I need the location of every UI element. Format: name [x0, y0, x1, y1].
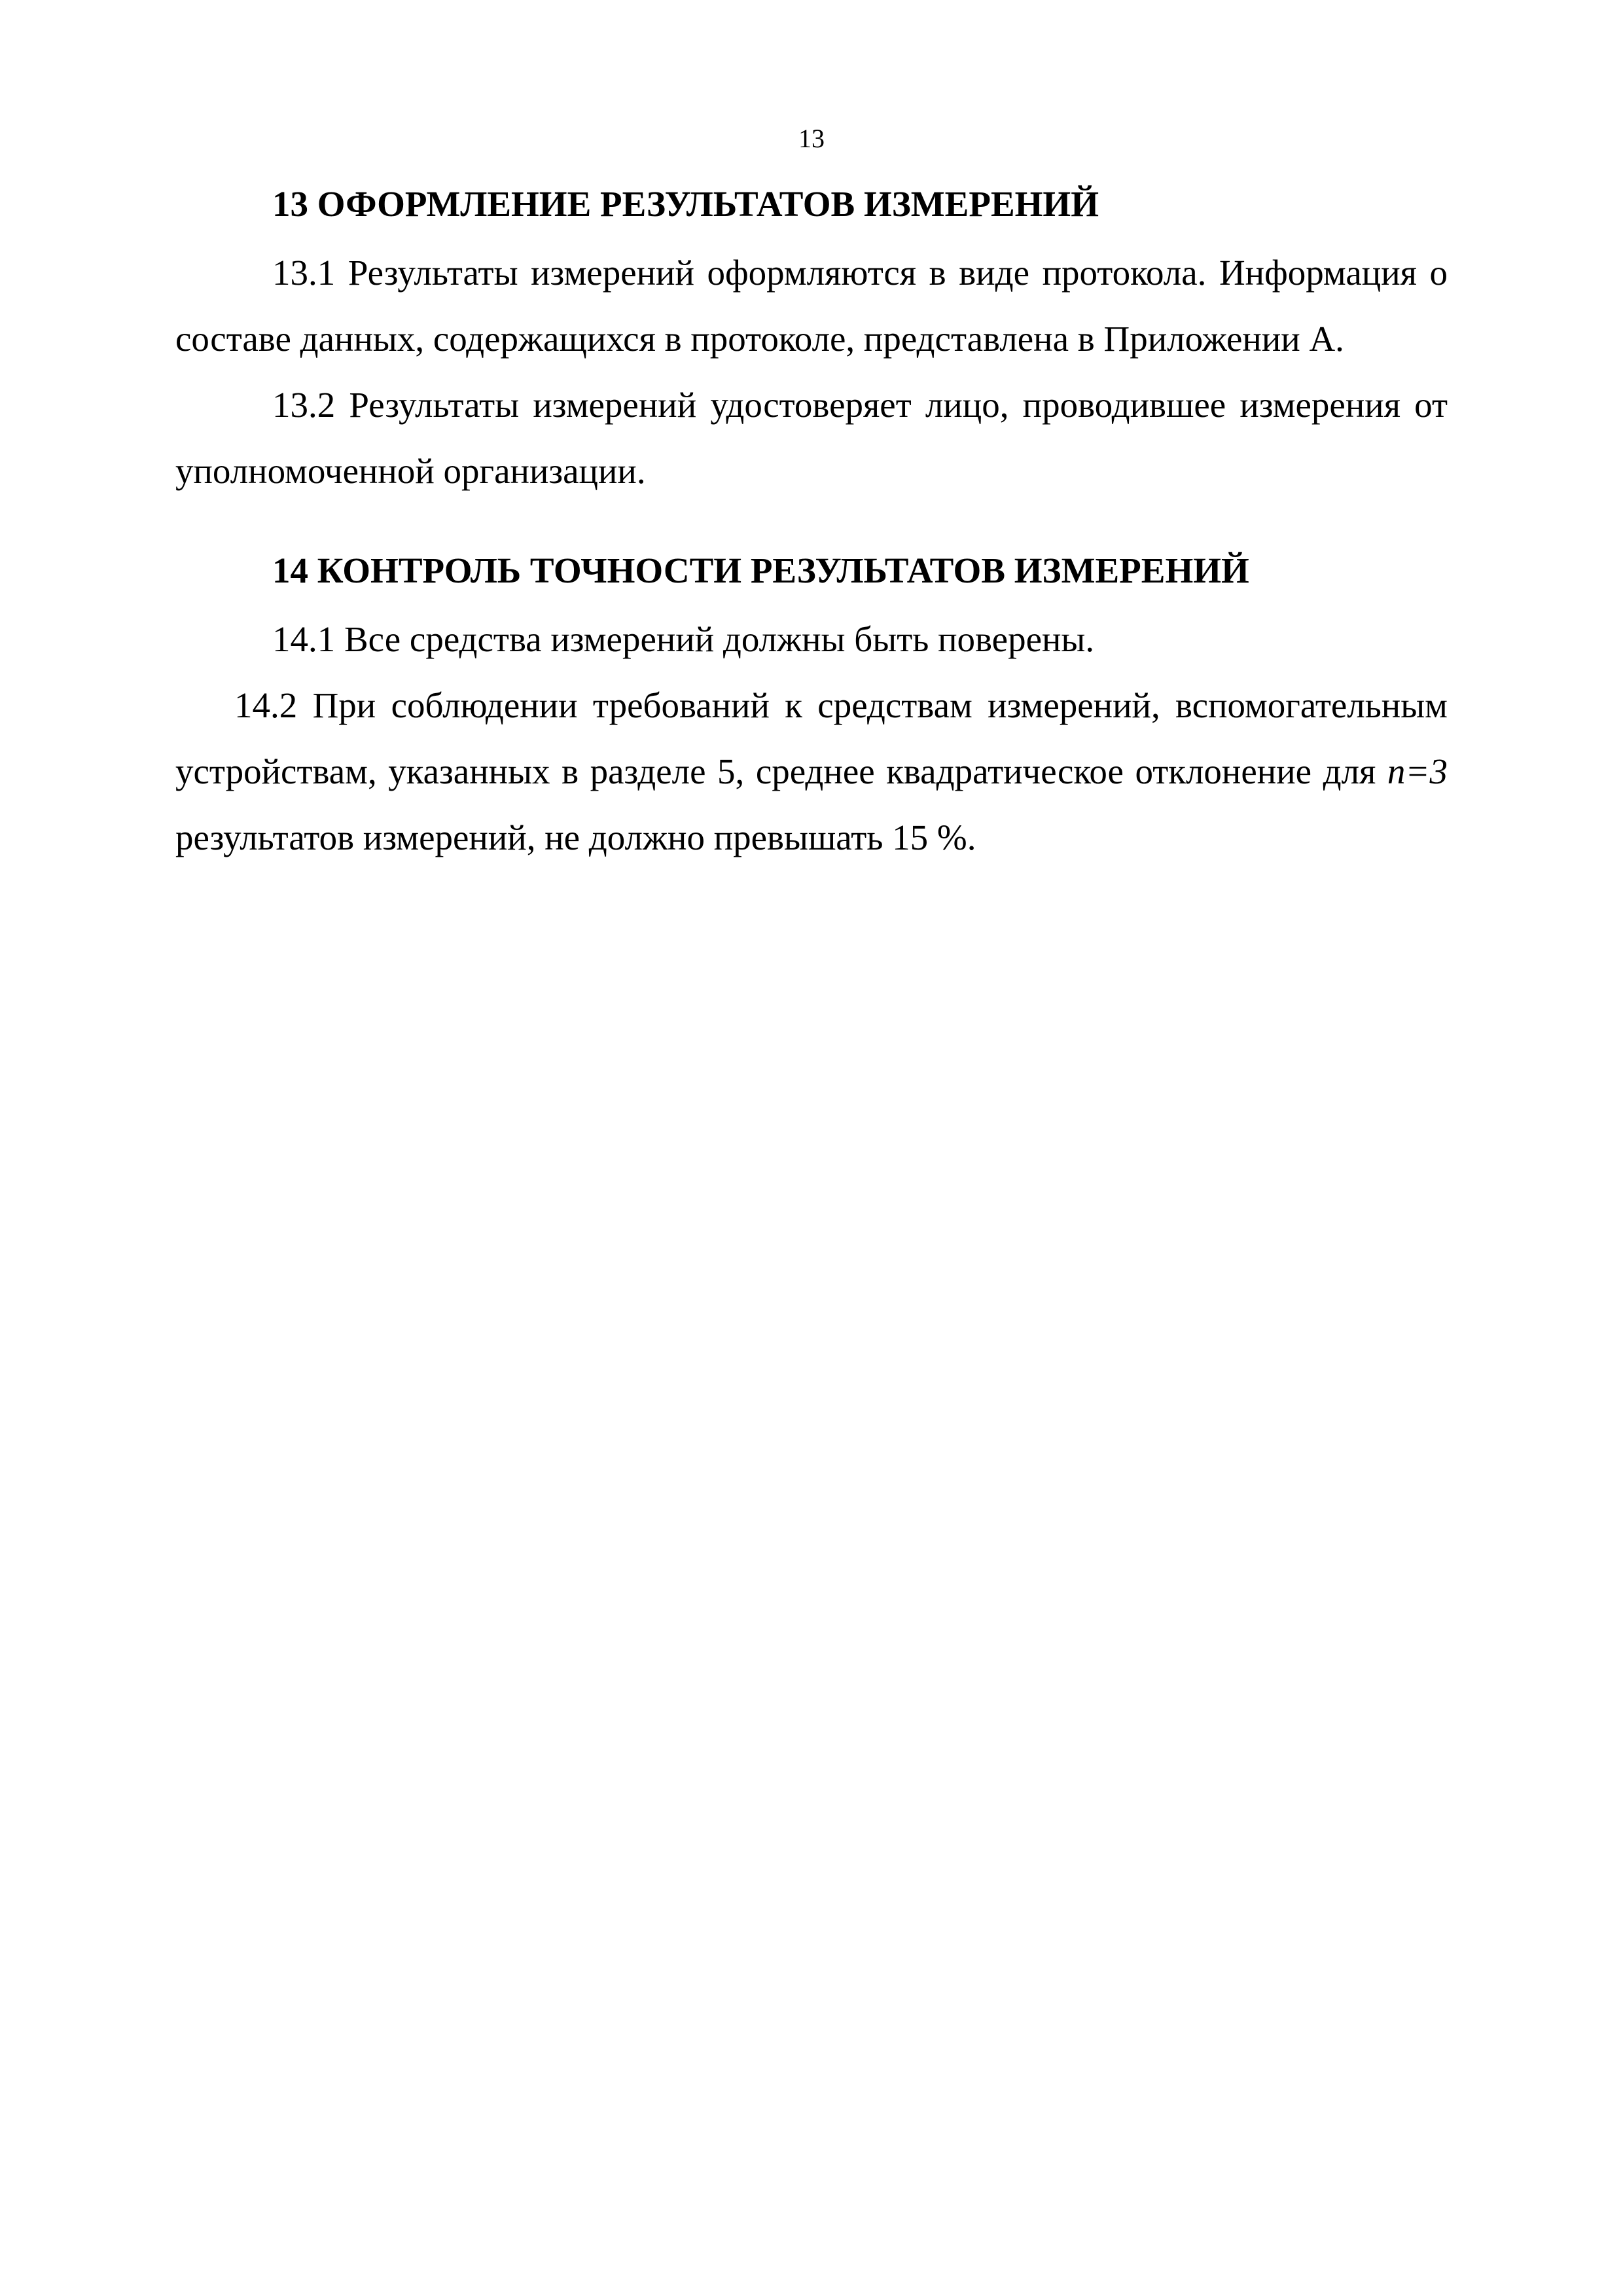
paragraph-13-2: 13.2 Результаты измерений удостоверяет лицо, проводившее измерения от уполномоченной организации. — [175, 385, 1448, 491]
document-body — [175, 171, 1448, 870]
paragraph-13-1: 13.1 Результаты измерений оформляются в виде протокола. Информация о составе данных, содержащихся в протоколе, представлена в Приложении А. — [175, 253, 1448, 359]
formula-n-equals-3: n=3 — [1387, 751, 1448, 791]
section-13-heading: 13 ОФОРМЛЕНИЕ РЕЗУЛЬТАТОВ ИЗМЕРЕНИЙ — [272, 184, 1099, 224]
paragraph-14-2-text-start: 14.2 При соблюдении требований к средствам измерений, вспомогательным устройствам, указанных в разделе 5, среднее квадратическое отклонение для — [175, 685, 1448, 791]
page-number: 13 — [798, 124, 825, 153]
paragraph-14-1: 14.1 Все средства измерений должны быть поверены. — [272, 619, 1095, 659]
paragraph-14-2 — [175, 672, 1448, 870]
section-14-heading: 14 КОНТРОЛЬ ТОЧНОСТИ РЕЗУЛЬТАТОВ ИЗМЕРЕНИЙ — [272, 550, 1249, 590]
paragraph-14-2-text-end: результатов измерений, не должно превышать 15 %. — [175, 817, 976, 857]
